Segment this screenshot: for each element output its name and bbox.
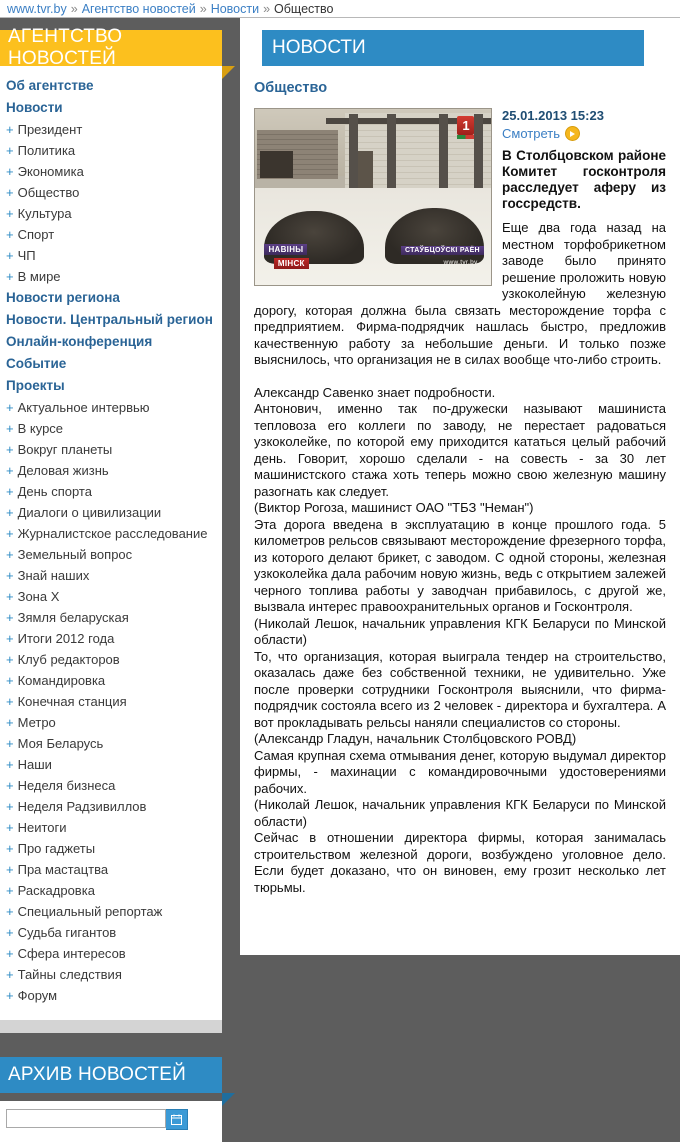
sidebar-item-22[interactable] xyxy=(0,544,222,565)
content-banner-wrap xyxy=(254,18,666,66)
thumb-door xyxy=(356,151,373,191)
plus-icon: + xyxy=(6,164,14,179)
sidebar-item-label: Проекты xyxy=(6,378,65,393)
article-quote-attribution: (Александр Гладун, начальник Столбцовского РОВД) xyxy=(254,731,577,746)
sidebar-section-11[interactable] xyxy=(0,309,222,331)
sidebar-item-38[interactable] xyxy=(0,880,222,901)
plus-icon: + xyxy=(6,122,14,137)
plus-icon: + xyxy=(6,715,14,730)
archive-banner xyxy=(0,1057,222,1093)
sidebar-item-16[interactable] xyxy=(0,418,222,439)
plus-icon: + xyxy=(6,694,14,709)
sidebar-item-label: Актуальное интервью xyxy=(17,400,150,415)
plus-icon: + xyxy=(6,526,14,541)
sidebar-section-1[interactable] xyxy=(0,97,222,119)
plus-icon: + xyxy=(6,610,14,625)
article-quote-attribution: (Николай Лешок, начальник управления КГК Беларуси по Минской области) xyxy=(254,797,666,829)
sidebar-item-label: Неитоги xyxy=(17,820,67,835)
plus-icon: + xyxy=(6,589,14,604)
sidebar-item-35[interactable] xyxy=(0,817,222,838)
plus-icon: + xyxy=(6,862,14,877)
sidebar-item-27[interactable] xyxy=(0,649,222,670)
article-lead xyxy=(254,108,666,369)
plus-icon: + xyxy=(6,673,14,688)
sidebar-item-label: Земельный вопрос xyxy=(17,547,133,562)
sidebar-item-label: Деловая жизнь xyxy=(17,463,109,478)
plus-icon: + xyxy=(6,904,14,919)
article-quote-attribution: (Николай Лешок, начальник управления КГК Беларуси по Минской области) xyxy=(254,615,666,647)
sidebar-item-label: Про гаджеты xyxy=(17,841,96,856)
article-paragraph: Сейчас в отношении директора фирмы, которая занималась строительством железной дороги, возбуждено уголовное дело. Если будет доказано, что он виновен, ему грозит несколько лет тюрьмы. xyxy=(254,830,666,895)
article-paragraph: Антонович, именно так по-дружески называют машиниста тепловоза его коллеги по заводу, не перестает радоваться узкоколейке, по которой ему приходится кататься целый рабочий день. Говорит, хорошо сделали - на совесть - за 30 лет машинистского стажа хоть теперь можно свою железную машину разогнать как следует. xyxy=(254,401,666,499)
plus-icon: + xyxy=(6,757,14,772)
sidebar-item-label: Вокруг планеты xyxy=(17,442,113,457)
sidebar-item-6[interactable] xyxy=(0,203,222,224)
sidebar-item-label: Президент xyxy=(17,122,83,137)
sidebar-item-label: ЧП xyxy=(17,248,36,263)
sidebar-item-label: Новости региона xyxy=(6,290,120,305)
sidebar-section-14[interactable] xyxy=(0,375,222,397)
sidebar-section-12[interactable] xyxy=(0,331,222,353)
sidebar-item-label: Тайны следствия xyxy=(17,967,122,982)
archive-date-row xyxy=(0,1101,222,1130)
article-thumbnail[interactable] xyxy=(254,108,492,286)
sidebar-item-label: Форум xyxy=(17,988,58,1003)
plus-icon: + xyxy=(6,484,14,499)
plus-icon: + xyxy=(6,505,14,520)
breadcrumb-separator: » xyxy=(263,1,271,16)
plus-icon: + xyxy=(6,568,14,583)
sidebar-item-label: Диалоги о цивилизации xyxy=(17,505,162,520)
plus-icon: + xyxy=(6,421,14,436)
ribbon-fold-shape xyxy=(222,1093,235,1106)
sidebar-item-label: Политика xyxy=(17,143,76,158)
sidebar-item-19[interactable] xyxy=(0,481,222,502)
breadcrumb-item-2[interactable]: Новости xyxy=(210,1,260,16)
sidebar-item-label: Клуб редакторов xyxy=(17,652,120,667)
article-headline: В Столбцовском районе Комитет госконтроля расследует аферу из госсредств. xyxy=(502,148,666,211)
sidebar-item-15[interactable] xyxy=(0,397,222,418)
plus-icon: + xyxy=(6,547,14,562)
play-icon[interactable] xyxy=(565,126,580,141)
sidebar-item-label: Новости xyxy=(6,100,63,115)
content-banner xyxy=(262,30,644,66)
sidebar-item-30[interactable] xyxy=(0,712,222,733)
plus-icon: + xyxy=(6,736,14,751)
article-panel xyxy=(240,18,680,955)
sidebar-item-36[interactable] xyxy=(0,838,222,859)
breadcrumb-item-1[interactable]: Агентство новостей xyxy=(81,1,196,16)
plus-icon: + xyxy=(6,883,14,898)
plus-icon: + xyxy=(6,227,14,242)
sidebar-item-label: Знай наших xyxy=(17,568,90,583)
sidebar-item-label: Пра мастацтва xyxy=(17,862,109,877)
sidebar-item-label: Экономика xyxy=(17,164,84,179)
sidebar-item-label: Неделя Радзивиллов xyxy=(17,799,147,814)
sidebar-item-label: День спорта xyxy=(17,484,92,499)
sidebar-item-5[interactable] xyxy=(0,182,222,203)
sidebar-item-20[interactable] xyxy=(0,502,222,523)
sidebar-item-label: В мире xyxy=(17,269,61,284)
plus-icon: + xyxy=(6,841,14,856)
sidebar-section-10[interactable] xyxy=(0,287,222,309)
plus-icon: + xyxy=(6,269,14,284)
article-quote-attribution: (Виктор Рогоза, машинист ОАО "ТБЗ "Неман") xyxy=(254,500,534,515)
sidebar-item-4[interactable] xyxy=(0,161,222,182)
sidebar-item-label: Событие xyxy=(6,356,67,371)
plus-icon: + xyxy=(6,925,14,940)
paragraph-spacer xyxy=(254,369,666,385)
breadcrumb xyxy=(0,0,680,18)
calendar-icon[interactable] xyxy=(166,1109,188,1130)
sidebar-item-label: Итоги 2012 года xyxy=(17,631,115,646)
sidebar-item-label: Новости. Центральный регион xyxy=(6,312,213,327)
plus-icon: + xyxy=(6,778,14,793)
sidebar-section-13[interactable] xyxy=(0,353,222,375)
plus-icon: + xyxy=(6,185,14,200)
article-rubric: Общество xyxy=(254,80,328,96)
plus-icon: + xyxy=(6,820,14,835)
plus-icon: + xyxy=(6,248,14,263)
sidebar-item-label: Судьба гигантов xyxy=(17,925,117,940)
breadcrumb-separator: » xyxy=(199,1,207,16)
watch-video-link[interactable]: Смотреть xyxy=(502,126,560,141)
sidebar-item-label: Метро xyxy=(17,715,56,730)
sidebar-item-label: Онлайн-конференция xyxy=(6,334,153,349)
archive-panel xyxy=(0,1101,222,1142)
article-date: 25.01.2013 15:23 xyxy=(502,108,604,123)
sidebar-item-label: Общество xyxy=(17,185,80,200)
sidebar-item-label: Культура xyxy=(17,206,72,221)
plus-icon: + xyxy=(6,206,14,221)
plus-icon: + xyxy=(6,442,14,457)
plus-icon: + xyxy=(6,143,14,158)
sidebar-item-28[interactable] xyxy=(0,670,222,691)
sidebar-item-34[interactable] xyxy=(0,796,222,817)
sidebar-item-7[interactable] xyxy=(0,224,222,245)
thumb-shed-opening xyxy=(260,151,293,177)
sidebar-item-label: Командировка xyxy=(17,673,106,688)
sidebar-item-33[interactable] xyxy=(0,775,222,796)
sidebar-divider xyxy=(0,1020,222,1033)
sidebar-item-32[interactable] xyxy=(0,754,222,775)
sidebar-banner-title: АГЕНТСТВО НОВОСТЕЙ xyxy=(8,26,123,69)
channel-logo-icon: 1 xyxy=(457,116,474,135)
sidebar-item-label: Об агентстве xyxy=(6,78,94,93)
sidebar xyxy=(0,18,222,1085)
ribbon-fold-shape xyxy=(222,66,235,79)
sidebar-item-37[interactable] xyxy=(0,859,222,880)
sidebar-item-9[interactable] xyxy=(0,266,222,287)
sidebar-item-label: Моя Беларусь xyxy=(17,736,104,751)
sidebar-item-25[interactable] xyxy=(0,607,222,628)
sidebar-item-39[interactable] xyxy=(0,901,222,922)
breadcrumb-separator: » xyxy=(70,1,78,16)
sidebar-item-label: Спорт xyxy=(17,227,55,242)
article-paragraph: Самая крупная схема отмывания денег, которую выдумал директор фирмы, - махинации с командировочными удостоверениями рабочих. xyxy=(254,747,666,796)
channel-logo-stripe xyxy=(457,135,474,139)
sidebar-item-label: Конечная станция xyxy=(17,694,127,709)
thumb-chyron-region: СТАЎБЦОЎСКІ РАЁН xyxy=(401,246,484,255)
sidebar-item-label: Журналистское расследование xyxy=(17,526,208,541)
plus-icon: + xyxy=(6,400,14,415)
sidebar-section-0[interactable] xyxy=(0,75,222,97)
sidebar-item-41[interactable] xyxy=(0,943,222,964)
sidebar-item-label: Наши xyxy=(17,757,52,772)
article-paragraph: Эта дорога введена в эксплуатацию в конце прошлого года. 5 километров рельсов связывают месторождение фрезерного торфа, из которого делают брикет, с заводом. С одной стороны, железная узкоколейка дала рабочим новую жизнь, ведь с открытием залежей черного топлива работы у заводчан прибавилось, с другой же, вызвала интерес правоохранительных органов и Госконтроля. xyxy=(254,516,666,614)
sidebar-item-23[interactable] xyxy=(0,565,222,586)
thumb-chyron-city: МІНСК xyxy=(274,258,309,269)
plus-icon: + xyxy=(6,946,14,961)
sidebar-spacer xyxy=(0,1033,222,1045)
sidebar-item-label: Зямля беларуская xyxy=(17,610,129,625)
sidebar-item-label: В курсе xyxy=(17,421,64,436)
sidebar-item-21[interactable] xyxy=(0,523,222,544)
article-paragraph: Александр Савенко знает подробности. xyxy=(254,384,496,400)
plus-icon: + xyxy=(6,652,14,667)
plus-icon: + xyxy=(6,988,14,1003)
breadcrumb-item-0[interactable]: www.tvr.by xyxy=(7,1,67,16)
watch-video-row[interactable] xyxy=(502,126,666,141)
plus-icon: + xyxy=(6,631,14,646)
thumb-chyron-url: www.tvr.by xyxy=(443,259,478,267)
sidebar-item-label: Неделя бизнеса xyxy=(17,778,116,793)
sidebar-item-3[interactable] xyxy=(0,140,222,161)
sidebar-item-31[interactable] xyxy=(0,733,222,754)
article-paragraph: Еще два года назад на местном торфобрикетном заводе было принято решение проложить новую узкоколейную железную дорогу, которая должна была связать месторождение торфа с предприятием. Фирма-подрядчик нашлась быстро, предложив качественную работу за небольшие деньги. И только позже выяснилось, что организация не в силах вообще что-либо строить. xyxy=(254,220,666,367)
plus-icon: + xyxy=(6,799,14,814)
sidebar-item-17[interactable] xyxy=(0,439,222,460)
sidebar-item-label: Зона Х xyxy=(17,589,60,604)
sidebar-item-26[interactable] xyxy=(0,628,222,649)
article-paragraph: То, что организация, которая выиграла тендер на строительство, оказалась даже без собственной техники, не удивительно. Уже после проверки сотрудники Госконтроля выяснили, что фирма-подрядчик состояла всего из 2 человек - директора и бухгалтера. А вот прокладывать рельсы наняли специалистов со стороны. xyxy=(254,648,666,730)
thumb-chyron-main: НАВІНЫ xyxy=(264,244,307,255)
sidebar-item-2[interactable] xyxy=(0,119,222,140)
archive-date-input[interactable] xyxy=(6,1109,166,1128)
archive-banner-title: АРХИВ НОВОСТЕЙ xyxy=(8,1064,186,1085)
plus-icon: + xyxy=(6,463,14,478)
breadcrumb-item-current: Общество xyxy=(274,1,334,16)
content-column xyxy=(240,18,680,955)
sidebar-item-8[interactable] xyxy=(0,245,222,266)
sidebar-banner xyxy=(0,26,222,69)
sidebar-item-label: Сфера интересов xyxy=(17,946,126,961)
sidebar-item-24[interactable] xyxy=(0,586,222,607)
sidebar-item-18[interactable] xyxy=(0,460,222,481)
sidebar-item-29[interactable] xyxy=(0,691,222,712)
sidebar-item-42[interactable] xyxy=(0,964,222,985)
content-banner-title: НОВОСТИ xyxy=(272,37,366,58)
plus-icon: + xyxy=(6,967,14,982)
sidebar-item-label: Раскадровка xyxy=(17,883,95,898)
sidebar-item-43[interactable] xyxy=(0,985,222,1006)
sidebar-nav xyxy=(0,66,222,1020)
page-body xyxy=(0,18,680,1085)
sidebar-item-label: Специальный репортаж xyxy=(17,904,163,919)
sidebar-item-40[interactable] xyxy=(0,922,222,943)
